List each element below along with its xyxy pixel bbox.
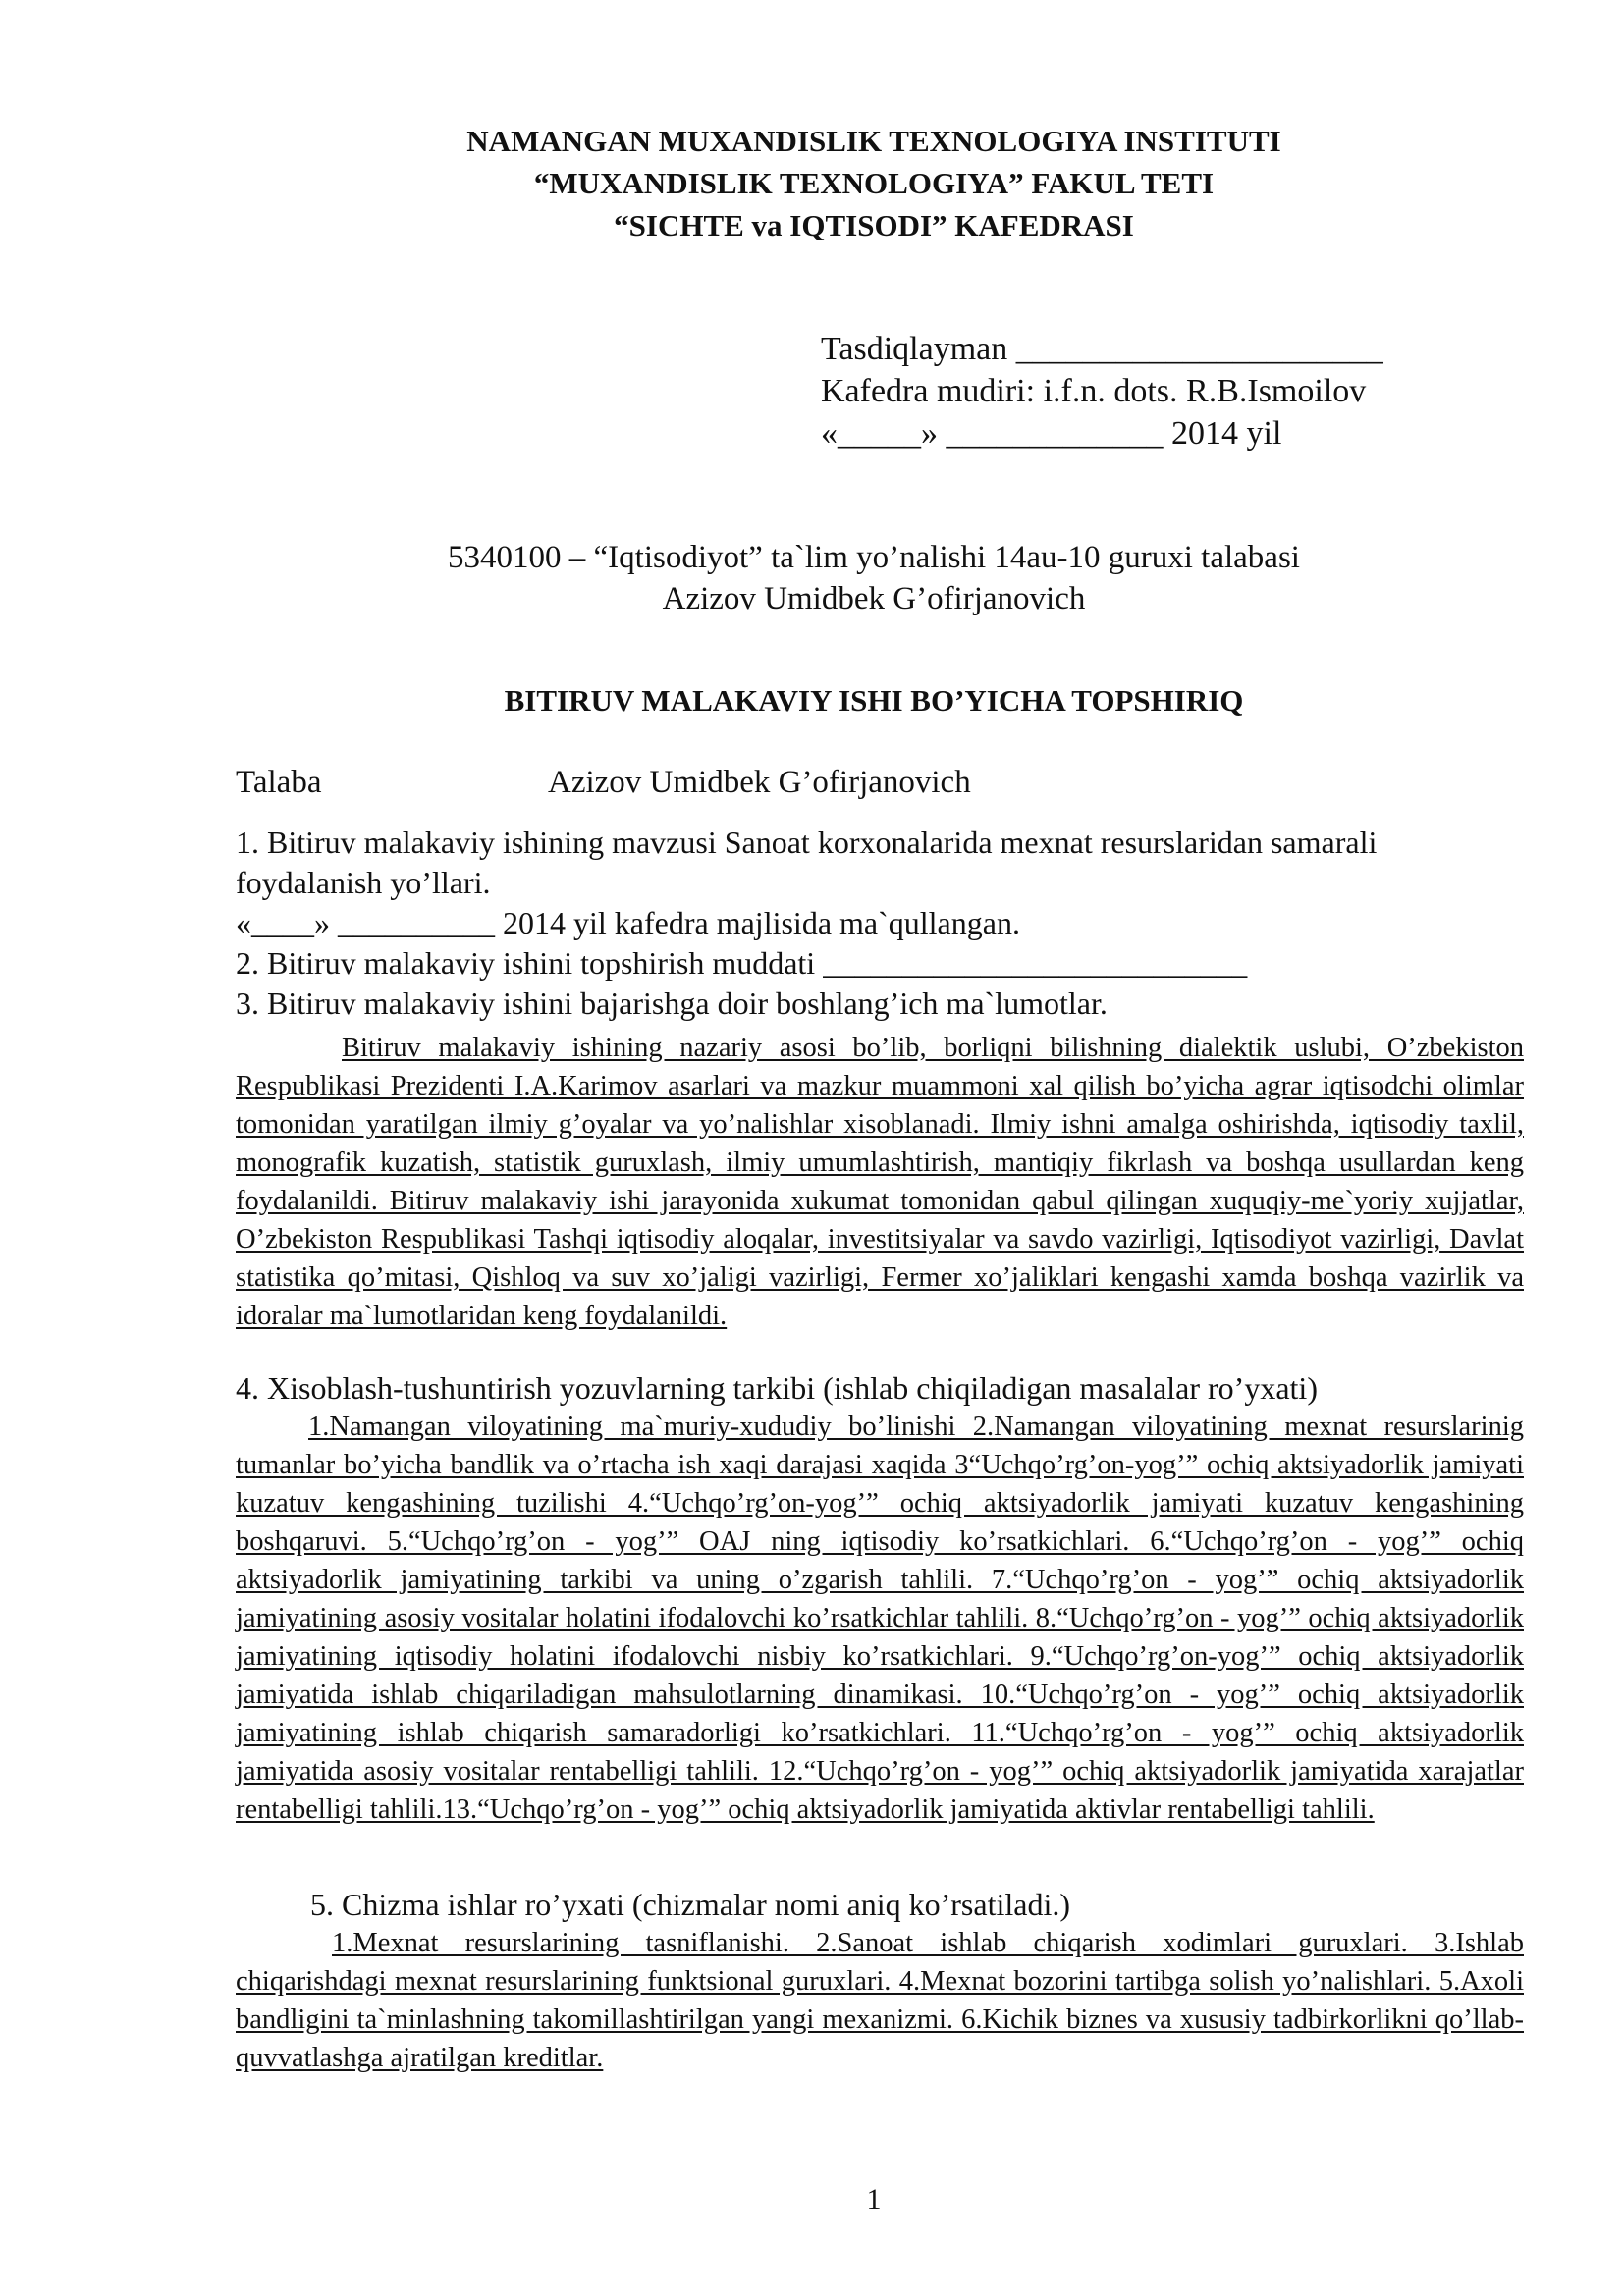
- approved-line: «____» __________ 2014 yil kafedra majlisida ma`qullangan.: [236, 905, 1020, 940]
- item-5-text: 1.Mexnat resurslarining tasniflanishi. 2.Sanoat ishlab chiqarish xodimlari guruxlari. 3.Ishlab chiqarishdagi mexnat resurslarining funktsional guruxlari. 4.Mexnat bozorini tartibga solish yo’nalishlari. 5.Axoli bandligini ta`minlashning takomillashtirilgan yangi mexanizmi. 6.Kichik biznes va xususiy tadbirkorlikni qo’llab-quvvatlashga ajratilgan kreditlar.: [236, 1928, 1524, 2073]
- item-4-text: 1.Namangan viloyatining ma`muriy-xududiy bo’linishi 2.Namangan viloyatining mexnat resurslarinig tumanlar bo’yicha bandlik va o’rtacha ish xaqi darajasi xaqida 3“Uchqo’rg’on-yog’” ochiq aktsiyadorlik jamiyati kuzatuv kengashining tuzilishi 4.“Uchqo’rg’on-yog’” ochiq aktsiyadorlik jamiyati kuzatuv kengashining boshqaruvi. 5.“Uchqo’rg’on - yog’” OAJ ning iqtisodiy ko’rsatkichlari. 6.“Uchqo’rg’on - yog’” ochiq aktsiyadorlik jamiyatining tarkibi va uning o’zgarish tahlili. 7.“Uchqo’rg’on - yog’” ochiq aktsiyadorlik jamiyatining asosiy vositalar holatini ifodalovchi ko’rsatkichlar tahlili. 8.“Uchqo’rg’on - yog’” ochiq aktsiyadorlik jamiyatining iqtisodiy holatini ifodalovchi nisbiy ko’rsatkichlari. 9.“Uchqo’rg’on-yog’” ochiq aktsiyadorlik jamiyatida ishlab chiqariladigan mahsulotlarning dinamikasi. 10.“Uchqo’rg’on - yog’” ochiq aktsiyadorlik jamiyatining ishlab chiqarish samaradorligi ko’rsatkichlari. 11.“Uchqo’rg’on - yog’” ochiq aktsiyadorlik jamiyatida asosiy vositalar rentabelligi tahlili. 12.“Uchqo’rg’on - yog’” ochiq aktsiyadorlik jamiyatida xarajatlar rentabelligi tahlili.13.“Uchqo’rg’on - yog’” ochiq aktsiyadorlik jamiyatida aktivlar rentabelligi tahlili.: [236, 1412, 1524, 1825]
- institute-name: NAMANGAN MUXANDISLIK TEXNOLOGIYA INSTITUTI: [466, 124, 1281, 158]
- talaba-row: [236, 762, 971, 803]
- item-2-deadline: 2. Bitiruv malakaviy ishini topshirish muddati ___________________________: [236, 945, 1248, 981]
- item-3-text: Bitiruv malakaviy ishining nazariy asosi bo’lib, borliqni bilishning dialektik uslubi, O’zbekiston Respublikasi Prezidenti I.A.Karimov asarlari va mazkur muammoni xal qilish bo’yicha agrar iqtisodchi olimlar tomonidan yaratilgan ilmiy g’oyalar va yo’nalishlar xisoblanadi. Ilmiy ishni amalga oshirishda, iqtisodiy taxlil, monografik kuzatish, statistik guruxlash, ilmiy umumlashtirish, mantiqiy fikrlash va boshqa usullardan keng foydalanildi. Bitiruv malakaviy ishi jarayonida xukumat tomonidan qabul qilingan xuquqiy-me`yoriy xujjatlar, O’zbekiston Respublikasi Tashqi iqtisodiy aloqalar, investitsiyalar va savdo vazirligi, Iqtisodiyot vazirligi, Davlat statistika qo’mitasi, Qishloq va suv xo’jaligi vazirligi, Fermer xo’jaliklari kengashi xamda boshqa vazirlik va idoralar ma`lumotlaridan keng foydalanildi.: [236, 1033, 1524, 1331]
- approval-block: [821, 328, 1383, 454]
- document-title: BITIRUV MALAKAVIY ISHI BO’YICHA TOPSHIRIQ: [504, 683, 1244, 718]
- items-top: [236, 823, 1524, 1024]
- item-1-topic: 1. Bitiruv malakaviy ishining mavzusi Sanoat korxonalarida mexnat resurslaridan samarali foydalanish yo’llari.: [236, 825, 1378, 900]
- approve-line: Tasdiqlayman ______________________: [821, 331, 1383, 367]
- student-full-name: Azizov Umidbek G’ofirjanovich: [662, 581, 1086, 616]
- department-head: Kafedra mudiri: i.f.n. dots. R.B.Ismoilov: [821, 373, 1367, 409]
- faculty-name: “MUXANDISLIK TEXNOLOGIYA” FAKUL TETI: [533, 166, 1215, 200]
- talaba-name: Azizov Umidbek G’ofirjanovich: [548, 765, 971, 800]
- item-4-heading: 4. Xisoblash-tushuntirish yozuvlarning tarkibi (ishlab chiqiladigan masalalar ro’yxati): [236, 1370, 1318, 1406]
- approval-date: «_____» _____________ 2014 yil: [821, 415, 1282, 452]
- page-number: 1: [866, 2183, 882, 2216]
- department-name: “SICHTE va IQTISODI” KAFEDRASI: [614, 208, 1134, 242]
- item-3-heading: 3. Bitiruv malakaviy ishini bajarishga doir boshlang’ich ma`lumotlar.: [236, 986, 1108, 1021]
- student-program-line: 5340100 – “Iqtisodiyot” ta`lim yo’nalishi 14au-10 guruxi talabasi: [448, 540, 1300, 575]
- document-header: [0, 120, 1624, 246]
- talaba-label: Talaba: [236, 765, 322, 800]
- item-5-heading: 5. Chizma ishlar ro’yxati (chizmalar nomi aniq ko’rsatiladi.): [310, 1887, 1070, 1922]
